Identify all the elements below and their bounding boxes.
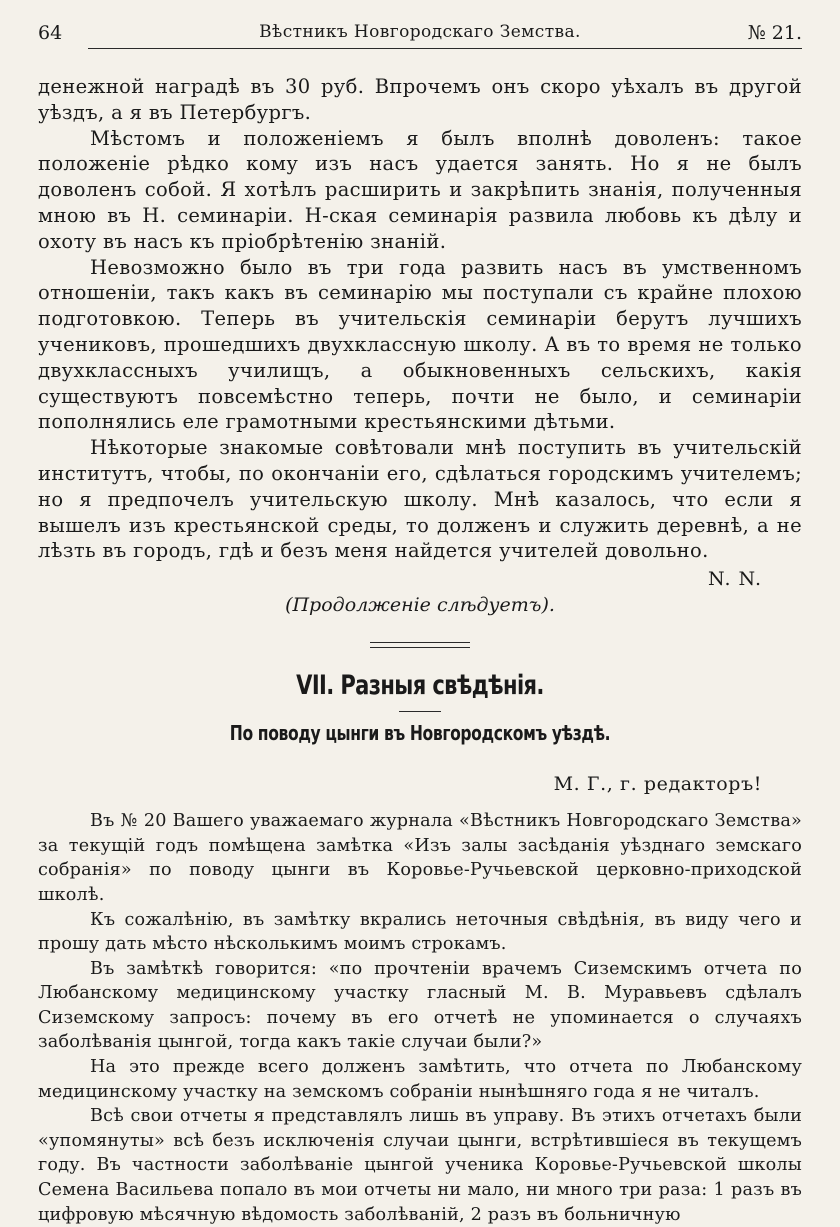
- paragraph: Къ сожалѣнію, въ замѣтку вкрались неточныя свѣдѣнія, въ виду чего и прошу дать мѣсто нѣсколькимъ моимъ строкамъ.: [38, 909, 802, 955]
- author-signature: N. N.: [708, 568, 762, 591]
- paragraph: Всѣ свои отчеты я представлялъ лишь въ управу. Въ этихъ отчетахъ были «упомянуты» всѣ безъ исключенія случаи цынги, встрѣтившіеся въ текущемъ году. Въ частности заболѣваніе цынгой ученика Коровье-Ручьевской школы Семена Васильева попало въ мои отчеты ни мало, ни много три раза: 1 разъ въ цифровую мѣсячную вѣдомость заболѣваній, 2 разъ въ больничную: [38, 1106, 802, 1225]
- section-divider: [370, 642, 470, 648]
- article-body: [38, 74, 802, 1227]
- paragraph: На это прежде всего долженъ замѣтить, что отчета по Любанскому медицинскому участку на земскомъ собраніи нынѣшняго года я не читалъ.: [38, 1057, 802, 1102]
- section-title: VII. Разныя свѣдѣнія.: [296, 670, 544, 702]
- continued-note: (Продолженіе слѣдуетъ).: [285, 594, 555, 617]
- letter-body: [38, 809, 802, 1227]
- salutation: М. Г., г. редакторъ!: [553, 773, 762, 796]
- title-rule: [399, 711, 441, 712]
- running-header: [38, 22, 802, 52]
- issue-number: № 21.: [747, 22, 802, 44]
- paragraph: Въ № 20 Вашего уважаемаго журнала «Вѣстникъ Новгородскаго Земства» за текущій годъ помѣщена замѣтка «Изъ залы засѣданія уѣзднаго земскаго собранія» по поводу цынги въ Коровье-Ручьевской церковно-приходской школѣ.: [38, 811, 802, 905]
- paragraph: Мѣстомъ и положеніемъ я былъ вполнѣ доволенъ: такое положеніе рѣдко кому изъ насъ удается занять. Но я не былъ доволенъ собой. Я хотѣлъ расширить и закрѣпить знанія, полученныя мною въ Н. семинаріи. Н-ская семинарія развила любовь къ дѣлу и охоту въ насъ къ пріобрѣтенію знаній.: [38, 126, 802, 253]
- paragraph: Невозможно было въ три года развить насъ въ умственномъ отношеніи, такъ какъ въ семинарію мы поступали съ крайне плохою подготовкою. Теперь въ учительскія семинаріи берутъ лучшихъ учениковъ, прошедшихъ двухклассную школу. А въ то время не только двухклассныхъ училищъ, а обыкновенныхъ сельскихъ, какія существуютъ повсемѣстно теперь, почти не было, и семинаріи пополнялись еле грамотными крестьянскими дѣтьми.: [38, 255, 802, 434]
- paragraph: Въ замѣткѣ говорится: «по прочтеніи врачемъ Сиземскимъ отчета по Любанскому медицинскому участку гласный М. В. Муравьевъ сдѣлалъ Сиземскому запросъ: почему въ его отчетѣ не упоминается о случаяхъ заболѣванія цынгой, тогда какъ такіе случаи были?»: [38, 958, 802, 1053]
- header-rule: [88, 48, 802, 49]
- paragraph: Нѣкоторые знакомые совѣтовали мнѣ поступить въ учительскій институтъ, чтобы, по окончаніи его, сдѣлаться городскимъ учителемъ; но я предпочелъ учительскую школу. Мнѣ казалось, что если я вышелъ изъ крестьянской среды, то долженъ и служить деревнѣ, а не лѣзть въ городъ, гдѣ и безъ меня найдется учителей довольно.: [38, 436, 802, 563]
- journal-title: Вѣстникъ Новгородскаго Земства.: [259, 22, 581, 42]
- paragraph: денежной наградѣ въ 30 руб. Впрочемъ онъ скоро уѣхалъ въ другой уѣздъ, а я въ Петербургъ.: [38, 75, 802, 124]
- article-subtitle: По поводу цынги въ Новгородскомъ уѣздѣ.: [229, 721, 611, 746]
- page-number: 64: [38, 22, 63, 44]
